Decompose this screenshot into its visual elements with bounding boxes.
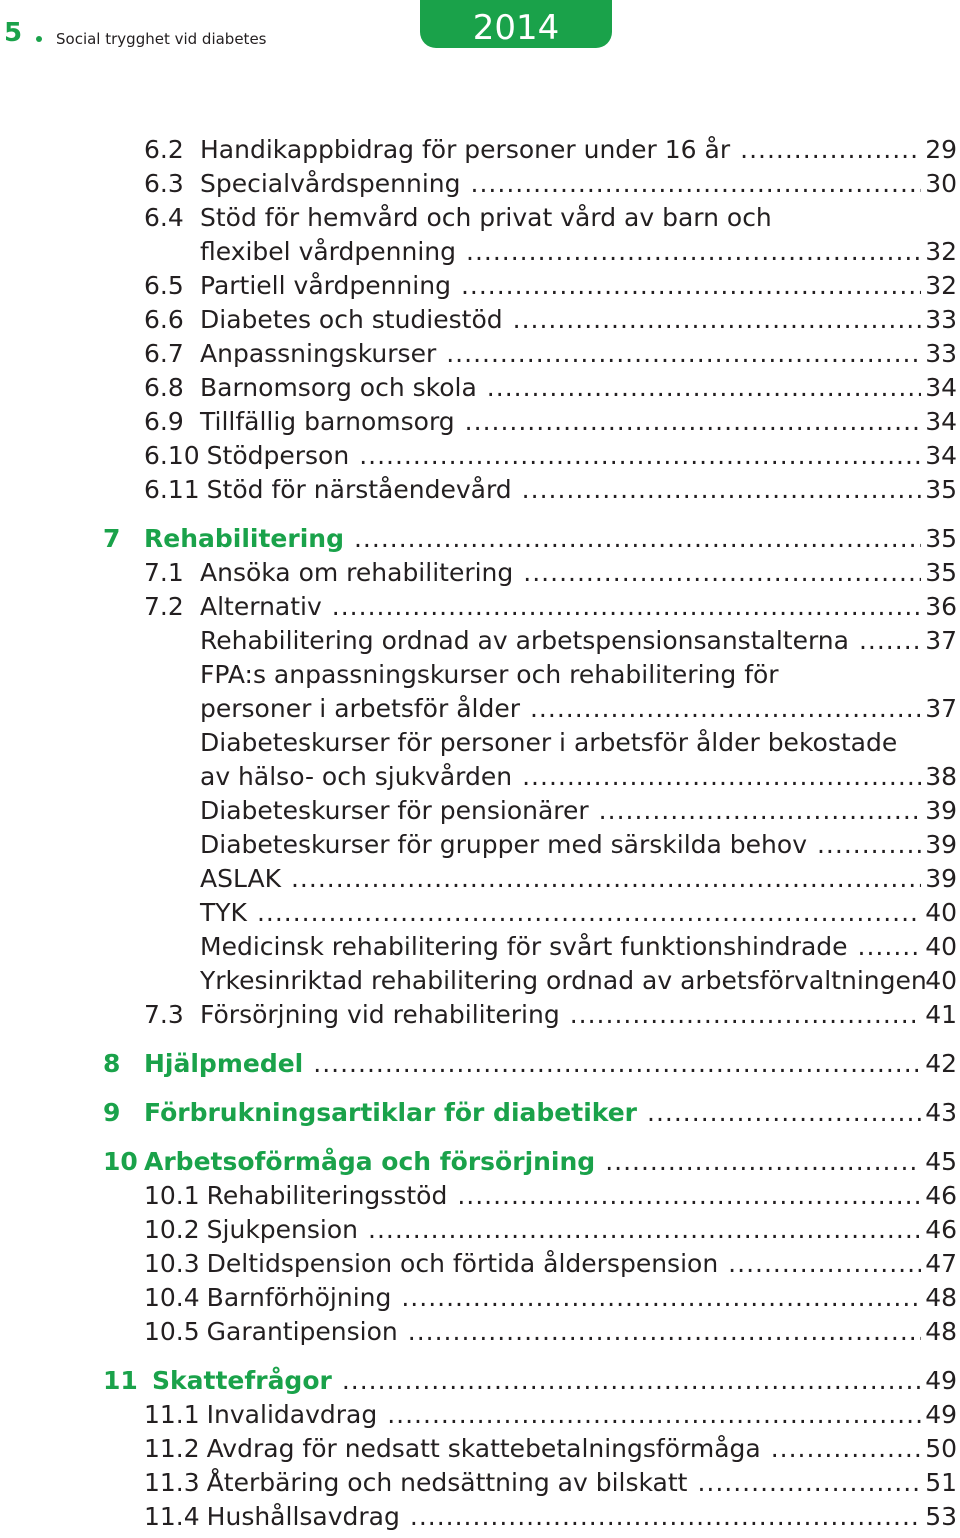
toc-title: Anpassningskurser xyxy=(200,339,437,368)
toc-chapter-row xyxy=(0,522,960,556)
toc-title: Garantipension xyxy=(206,1317,398,1346)
toc-number: 10.5 xyxy=(144,1317,200,1346)
toc-number: 11.3 xyxy=(144,1468,200,1497)
toc-title: ASLAK xyxy=(200,864,281,893)
toc-row xyxy=(0,828,960,862)
toc-page-number: 35 xyxy=(925,475,957,504)
toc-title: Yrkesinriktad rehabilitering ordnad av arbetsförvaltningen xyxy=(200,966,927,995)
toc-row xyxy=(0,862,960,896)
toc-row xyxy=(0,760,960,794)
toc-page-number: 40 xyxy=(925,966,957,995)
toc-page-number: 47 xyxy=(925,1249,957,1278)
toc-title: Tillfällig barnomsorg xyxy=(200,407,455,436)
dot-leader xyxy=(570,998,921,1032)
toc-title: Rehabilitering xyxy=(144,524,344,553)
toc-number: 7.3 xyxy=(144,1000,184,1029)
toc-page-number: 35 xyxy=(925,558,957,587)
dot-leader xyxy=(728,1247,921,1281)
toc-number: 6.6 xyxy=(144,305,184,334)
toc-page-number: 49 xyxy=(925,1366,957,1395)
dot-leader xyxy=(697,1466,921,1500)
toc-row xyxy=(0,405,960,439)
toc-title: Rehabilitering ordnad av arbetspensionsanstalterna xyxy=(200,626,849,655)
toc-title: Sjukpension xyxy=(206,1215,359,1244)
toc-title: Specialvårdspenning xyxy=(200,169,461,198)
dot-leader xyxy=(858,930,922,964)
toc-row xyxy=(0,1247,960,1281)
toc-title: Skattefrågor xyxy=(152,1366,332,1395)
toc-page-number: 48 xyxy=(925,1317,957,1346)
toc-number: 8 xyxy=(103,1049,121,1078)
toc-page-number: 34 xyxy=(925,441,957,470)
toc-title: TYK xyxy=(200,898,247,927)
toc-chapter-row xyxy=(0,1047,960,1081)
toc-page-number: 39 xyxy=(925,830,957,859)
toc-chapter-row xyxy=(0,1145,960,1179)
toc-page-number: 42 xyxy=(925,1049,957,1078)
toc-title: Medicinsk rehabilitering för svårt funktionshindrade xyxy=(200,932,848,961)
toc-number: 10.1 xyxy=(144,1181,200,1210)
dot-leader xyxy=(408,1315,921,1349)
toc-row xyxy=(0,133,960,167)
running-title: Social trygghet vid diabetes xyxy=(56,30,267,48)
toc-page-number: 33 xyxy=(925,305,957,334)
toc-number: 6.7 xyxy=(144,339,184,368)
toc-row xyxy=(0,269,960,303)
toc-page-number: 53 xyxy=(925,1502,957,1531)
dot-leader xyxy=(859,624,921,658)
toc-page-number: 36 xyxy=(925,592,957,621)
toc-page-number: 46 xyxy=(925,1215,957,1244)
toc-page-number: 51 xyxy=(925,1468,957,1497)
dot-leader xyxy=(332,590,921,624)
toc-title: Barnomsorg och skola xyxy=(200,373,477,402)
toc-row xyxy=(0,930,960,964)
toc-page-number: 29 xyxy=(925,135,957,164)
toc-number: 7.2 xyxy=(144,592,184,621)
toc-row xyxy=(0,658,960,692)
toc-number: 11 xyxy=(103,1366,138,1395)
toc-row xyxy=(0,439,960,473)
dot-leader xyxy=(817,828,921,862)
toc-number: 11.4 xyxy=(144,1502,200,1531)
dot-leader xyxy=(513,303,922,337)
toc-title: Stödperson xyxy=(206,441,350,470)
toc-row xyxy=(0,473,960,507)
toc-row xyxy=(0,794,960,828)
toc-row xyxy=(0,235,960,269)
toc-title: Invalidavdrag xyxy=(206,1400,378,1429)
toc-row xyxy=(0,998,960,1032)
toc-page-number: 40 xyxy=(925,898,957,927)
dot-leader xyxy=(313,1047,921,1081)
dot-leader xyxy=(523,556,921,590)
toc-title: Deltidspension och förtida ålderspension xyxy=(206,1249,719,1278)
dot-leader xyxy=(359,439,921,473)
dot-leader xyxy=(257,896,921,930)
toc-row xyxy=(0,371,960,405)
dot-leader xyxy=(401,1281,921,1315)
toc-page-number: 34 xyxy=(925,407,957,436)
toc-row xyxy=(0,624,960,658)
toc-title: Stöd för hemvård och privat vård av barn och xyxy=(200,203,772,232)
toc-row xyxy=(0,1432,960,1466)
dot-leader xyxy=(461,269,921,303)
toc-number: 6.2 xyxy=(144,135,184,164)
toc-title: Diabeteskurser för grupper med särskilda behov xyxy=(200,830,807,859)
year-tab: 2014 xyxy=(420,0,612,48)
dot-leader xyxy=(771,1432,921,1466)
bullet-dot-icon xyxy=(36,36,42,42)
dot-leader xyxy=(466,235,921,269)
toc-page-number: 37 xyxy=(925,694,957,723)
toc-row xyxy=(0,167,960,201)
toc-page-number: 49 xyxy=(925,1400,957,1429)
toc-page-number: 33 xyxy=(925,339,957,368)
toc-number: 7 xyxy=(103,524,121,553)
toc-number: 10.3 xyxy=(144,1249,200,1278)
toc-row xyxy=(0,337,960,371)
toc-row xyxy=(0,1213,960,1247)
dot-leader xyxy=(354,522,921,556)
dot-leader xyxy=(457,1179,921,1213)
dot-leader xyxy=(522,760,921,794)
toc-page-number: 46 xyxy=(925,1181,957,1210)
dot-leader xyxy=(522,473,922,507)
toc-page-number: 40 xyxy=(925,932,957,961)
toc-title: Förbrukningsartiklar för diabetiker xyxy=(144,1098,638,1127)
toc-page-number: 37 xyxy=(925,626,957,655)
dot-leader xyxy=(342,1364,921,1398)
toc-row xyxy=(0,590,960,624)
toc-number: 11.1 xyxy=(144,1400,200,1429)
toc-row xyxy=(0,964,960,998)
toc-title: Alternativ xyxy=(200,592,322,621)
toc-number: 6.8 xyxy=(144,373,184,402)
toc-page-number: 30 xyxy=(925,169,957,198)
toc-page-number: 41 xyxy=(925,1000,957,1029)
dot-leader xyxy=(530,692,921,726)
toc-row xyxy=(0,896,960,930)
toc-number: 6.5 xyxy=(144,271,184,300)
toc-title: Hjälpmedel xyxy=(144,1049,304,1078)
toc-title: Partiell vårdpenning xyxy=(200,271,451,300)
toc-title: Stöd för närståendevård xyxy=(206,475,512,504)
toc-row xyxy=(0,556,960,590)
toc-number: 10.4 xyxy=(144,1283,200,1312)
toc-number: 10.2 xyxy=(144,1215,200,1244)
toc-row xyxy=(0,201,960,235)
toc-number: 6.4 xyxy=(144,203,184,232)
toc-title: Återbäring och nedsättning av bilskatt xyxy=(206,1468,688,1497)
toc-row xyxy=(0,1500,960,1534)
toc-row xyxy=(0,1179,960,1213)
toc-number: 7.1 xyxy=(144,558,184,587)
toc-page-number: 32 xyxy=(925,271,957,300)
toc-number: 6.9 xyxy=(144,407,184,436)
dot-leader xyxy=(471,167,922,201)
toc-number: 11.2 xyxy=(144,1434,200,1463)
toc-number: 6.11 xyxy=(144,475,200,504)
toc-title: Hushållsavdrag xyxy=(206,1502,400,1531)
dot-leader xyxy=(740,133,921,167)
toc-row xyxy=(0,692,960,726)
toc-page-number: 38 xyxy=(925,762,957,791)
toc-row xyxy=(0,726,960,760)
toc-title: FPA:s anpassningskurser och rehabilitering för xyxy=(200,660,779,689)
toc-title: Diabetes och studiestöd xyxy=(200,305,503,334)
toc-number: 6.10 xyxy=(144,441,200,470)
toc-page-number: 45 xyxy=(925,1147,957,1176)
toc-page-number: 39 xyxy=(925,796,957,825)
toc-row xyxy=(0,1281,960,1315)
dot-leader xyxy=(487,371,921,405)
toc-page-number: 32 xyxy=(925,237,957,266)
dot-leader xyxy=(446,337,921,371)
dot-leader xyxy=(647,1096,921,1130)
toc-title: Ansöka om rehabilitering xyxy=(200,558,514,587)
dot-leader xyxy=(410,1500,921,1534)
toc-row xyxy=(0,1466,960,1500)
toc-number: 6.3 xyxy=(144,169,184,198)
toc-number: 9 xyxy=(103,1098,121,1127)
toc-row xyxy=(0,1398,960,1432)
page-number: 5 xyxy=(4,18,23,48)
dot-leader xyxy=(291,862,921,896)
toc-row xyxy=(0,303,960,337)
toc-page-number: 34 xyxy=(925,373,957,402)
toc-title: Handikappbidrag för personer under 16 år xyxy=(200,135,731,164)
toc-page-number: 48 xyxy=(925,1283,957,1312)
toc-title: Diabeteskurser för personer i arbetsför ålder bekostade xyxy=(200,728,898,757)
toc-title: Diabeteskurser för pensionärer xyxy=(200,796,589,825)
toc-page-number: 39 xyxy=(925,864,957,893)
toc-title: personer i arbetsför ålder xyxy=(200,694,520,723)
toc-title: Rehabiliteringsstöd xyxy=(206,1181,448,1210)
toc-title: Försörjning vid rehabilitering xyxy=(200,1000,560,1029)
dot-leader xyxy=(599,794,922,828)
dot-leader xyxy=(605,1145,921,1179)
toc-title: flexibel vårdpenning xyxy=(200,237,456,266)
dot-leader xyxy=(465,405,922,439)
toc-title: av hälso- och sjukvården xyxy=(200,762,513,791)
toc-page-number: 43 xyxy=(925,1098,957,1127)
toc-number: 10 xyxy=(103,1147,138,1176)
page-header xyxy=(0,0,960,60)
toc-chapter-row xyxy=(0,1364,960,1398)
toc-page-number: 35 xyxy=(925,524,957,553)
toc-title: Barnförhöjning xyxy=(206,1283,392,1312)
toc-title: Avdrag för nedsatt skattebetalningsförmåga xyxy=(206,1434,761,1463)
dot-leader xyxy=(368,1213,921,1247)
toc-title: Arbetsoförmåga och försörjning xyxy=(144,1147,596,1176)
toc-page-number: 50 xyxy=(925,1434,957,1463)
toc-row xyxy=(0,1315,960,1349)
toc-chapter-row xyxy=(0,1096,960,1130)
dot-leader xyxy=(387,1398,921,1432)
